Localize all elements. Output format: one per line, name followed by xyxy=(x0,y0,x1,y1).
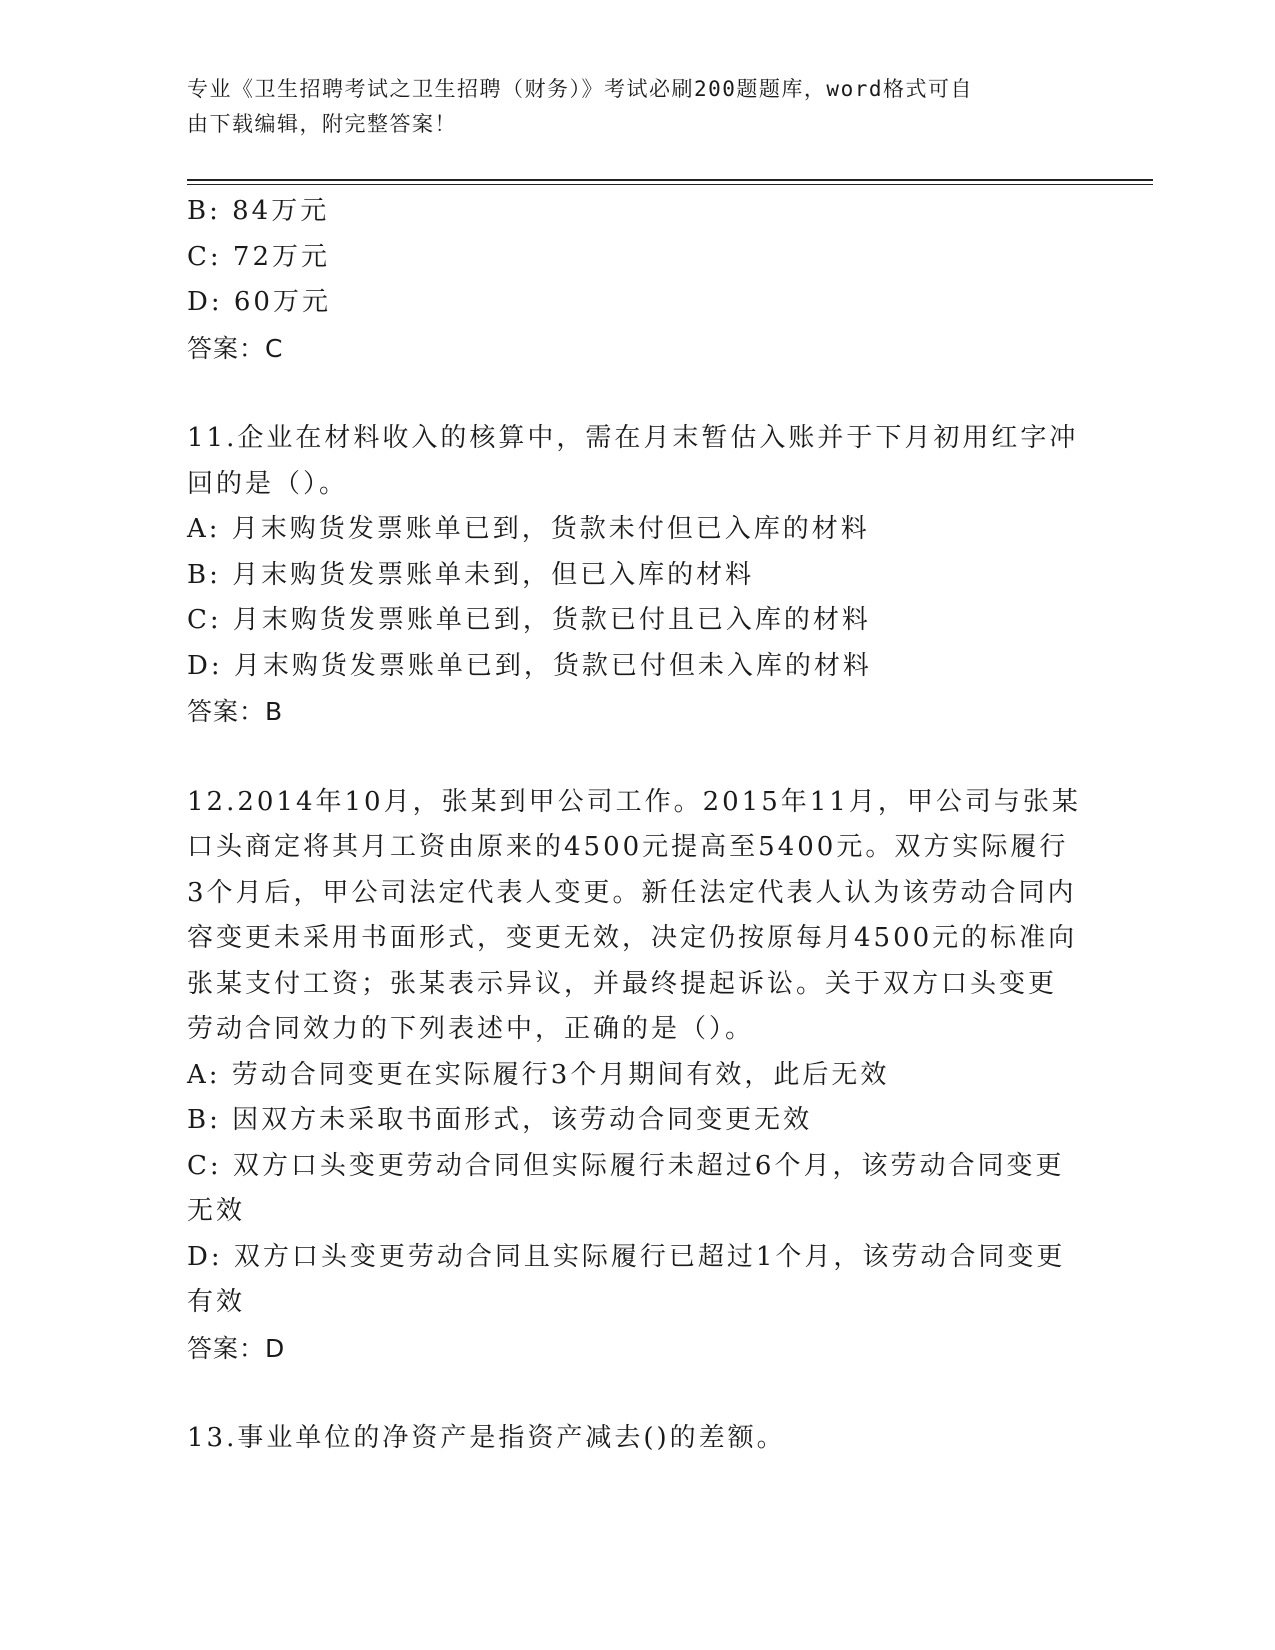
question-stem: 劳动合同效力的下列表述中，正确的是（）。 xyxy=(187,1014,755,1044)
question-stem: 12.2014年10月，张某到甲公司工作。2015年11月，甲公司与张某 xyxy=(187,786,1081,817)
option-b: B: 84万元 xyxy=(187,196,330,226)
question-13 xyxy=(187,1416,1087,1462)
answer-line: 答案：B xyxy=(187,697,284,726)
option-b: B: 因双方未采取书面形式，该劳动合同变更无效 xyxy=(187,1105,813,1135)
option-c-continued: 无效 xyxy=(187,1196,246,1226)
question-stem: 3个月后，甲公司法定代表人变更。新任法定代表人认为该劳动合同内 xyxy=(187,877,1077,908)
answer-line: 答案：C xyxy=(187,333,284,363)
document-body xyxy=(187,189,1087,1462)
question-stem: 张某支付工资；张某表示异议，并最终提起诉讼。关于双方口头变更 xyxy=(187,968,1058,999)
option-a: A: 劳动合同变更在实际履行3个月期间有效，此后无效 xyxy=(187,1059,890,1090)
question-stem: 11.企业在材料收入的核算中，需在月末暂估入账并于下月初用红字冲 xyxy=(187,423,1079,453)
question-11 xyxy=(187,416,1087,735)
question-stem: 容变更未采用书面形式，变更无效，决定仍按原每月4500元的标准向 xyxy=(187,923,1078,953)
option-c: C: 双方口头变更劳动合同但实际履行未超过6个月，该劳动合同变更 xyxy=(187,1150,1065,1181)
question-stem: 口头商定将其月工资由原来的4500元提高至5400元。双方实际履行 xyxy=(187,832,1069,862)
question-12 xyxy=(187,780,1087,1372)
option-d: D: 双方口头变更劳动合同且实际履行已超过1个月，该劳动合同变更 xyxy=(187,1241,1066,1272)
header-rule-thick xyxy=(187,179,1153,181)
question-stem: 回的是（）。 xyxy=(187,468,349,499)
option-c: C: 月末购货发票账单已到，货款已付且已入库的材料 xyxy=(187,605,871,635)
document-header xyxy=(187,72,1067,142)
header-line-1: 专业《卫生招聘考试之卫生招聘（财务）》考试必刷200题题库，word格式可自 xyxy=(187,77,973,101)
header-line-2: 由下载编辑，附完整答案！ xyxy=(187,112,457,136)
question-10 xyxy=(187,189,1087,371)
option-b: B: 月末购货发票账单未到，但已入库的材料 xyxy=(187,559,755,590)
header-rule-thin xyxy=(187,184,1153,185)
option-c: C: 72万元 xyxy=(187,241,331,272)
option-a: A: 月末购货发票账单已到，货款未付但已入库的材料 xyxy=(187,514,870,544)
option-d: D: 月末购货发票账单已到，货款已付但未入库的材料 xyxy=(187,650,872,681)
option-d-continued: 有效 xyxy=(187,1287,246,1317)
spacer xyxy=(187,735,1087,780)
spacer xyxy=(187,1371,1087,1416)
question-stem: 13.事业单位的净资产是指资产减去()的差额。 xyxy=(187,1423,786,1453)
answer-line: 答案：D xyxy=(187,1333,286,1363)
spacer xyxy=(187,371,1087,416)
option-d: D: 60万元 xyxy=(187,287,331,317)
